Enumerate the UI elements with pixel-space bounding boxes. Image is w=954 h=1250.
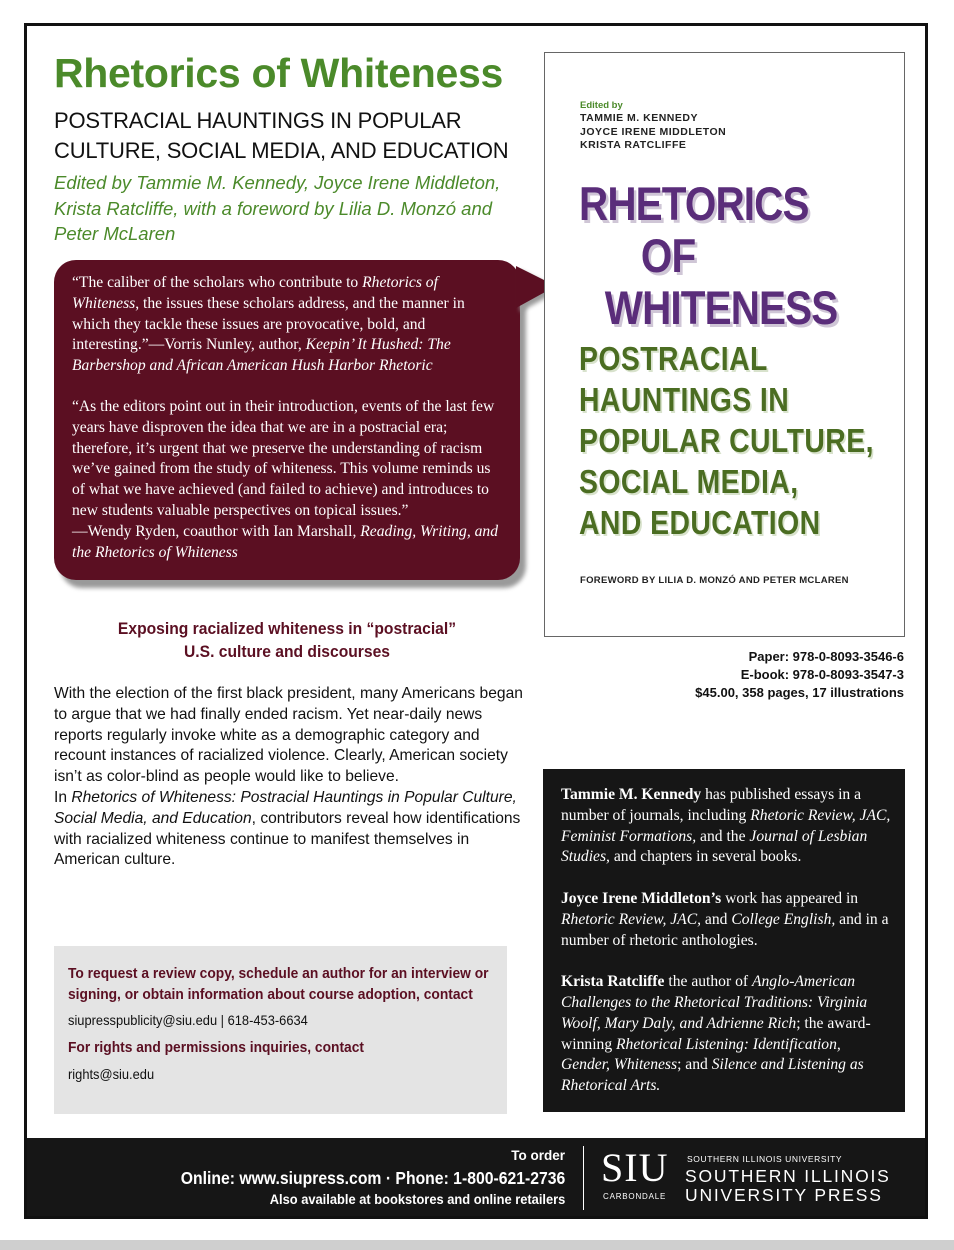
order-retail: Also available at bookstores and online retailers [269,1191,565,1207]
bio-title: Journal of Lesbian Studies, [561,827,868,866]
page-bottom-edge [0,1240,954,1250]
description-text: In [54,788,72,806]
praise-quotes-box [54,260,520,580]
siu-logo-subtext: CARBONDALE [603,1192,667,1201]
cover-title-line: RHETORICS [579,177,809,230]
editors-line: Edited by Tammie M. Kennedy, Joyce Irene Middleton, [54,172,501,193]
footer-divider [583,1146,584,1210]
isbn-paper: Paper: 978-0-8093-3546-6 [748,649,904,664]
review-request-heading: To request a review copy, schedule an author for an interview or signing, or obtain information about course adoption, contact [68,965,489,1003]
rights-email[interactable]: rights@siu.edu [68,1065,155,1082]
order-online-phone[interactable]: Online: www.siupress.com · Phone: 1-800-621-2736 [180,1168,565,1188]
bio-text: and chapters in several books. [609,848,802,866]
tagline-line: U.S. culture and discourses [184,642,390,661]
cover-subtitle-line: POPULAR CULTURE, [579,422,874,459]
quote-text: , the issues these scholars address, and the manner in which they tackle these issues are provocative, bold, and interesting.”—Vorris Nunley, author, [72,294,465,354]
praise-quote-2 [72,397,504,563]
praise-quote-1 [72,273,504,377]
book-description [54,684,524,871]
quote-text: “As the editors point out in their introduction, events of the last few years have disproven the idea that we are in a postracial era; therefore, it’s urgent that we preserve the understanding of racism we’ve gained from the study of whiteness. This volume reminds us of what we have achieved (and failed to achieve) and introduces to new students valuable perspectives on topical issues.” [72,397,495,519]
bio-title: Rhetorical Listening: Identification, Gender, Whiteness [561,1035,841,1074]
cover-subtitle-line: HAUNTINGS IN [579,381,790,418]
cover-subtitle-line: SOCIAL MEDIA, [579,463,799,500]
cover-subtitle [579,338,889,543]
order-label: To order [511,1148,565,1163]
subtitle [54,106,524,166]
description-paragraph: With the election of the first black president, many Americans began to argue that we had finally ended racism. Yet near-daily news reports regularly invoke white as a demographic category and recount instances of racialized violence. Clearly, American society isn’t as color-blind as people would like to believe. [54,685,523,786]
bio-title: Anglo-American Challenges to the Rhetorical Traditions: Virginia Woolf, Mary Daly, and Adrienne Rich [561,973,868,1032]
bio-text: has published essays in a number of journals, including [561,786,862,824]
quote-book-title: Reading, Writing, and the Rhetorics of Whiteness [72,522,499,561]
bio-title: College English, [731,910,836,928]
tagline-line: Exposing racialized whiteness in “postracial” [117,619,457,638]
bio-text: ; and [677,1056,712,1074]
bio-ratcliffe [561,972,891,1097]
bio-name: Joyce Irene Middleton’s [561,889,722,907]
page-title: Rhetorics of Whiteness [54,50,504,96]
bio-text: and in a number of rhetoric anthologies. [561,910,889,949]
cover-edited-label: Edited by [580,100,623,111]
contact-box [54,946,507,1114]
editors-line: Peter McLaren [54,223,176,244]
editors-line: Krista Ratcliffe, with a foreword by Lilia D. Monzó and [54,197,493,219]
editor-bios-box [543,769,905,1112]
bio-kennedy [561,785,891,868]
price-details: $45.00, 358 pages, 17 illustrations [695,685,904,700]
subtitle-line: CULTURE, SOCIAL MEDIA, AND EDUCATION [54,138,509,163]
isbn-ebook: E-book: 978-0-8093-3547-3 [740,667,904,682]
bio-title: Rhetoric Review, JAC, Feminist Formations, [561,806,891,845]
quote-text: —Wendy Ryden, coauthor with Ian Marshall, [72,522,361,540]
cover-editor: KRISTA RATCLIFFE [580,139,687,151]
description-text: , contributors reveal how identifications with racialized whiteness continue to manifest themselves in American culture. [54,809,521,869]
isbn-info [604,648,904,702]
book-cover [544,52,905,637]
press-name [685,1167,891,1205]
bio-name: Krista Ratcliffe [561,973,665,991]
cover-foreword: FOREWORD BY LILIA D. MONZÓ AND PETER MCLAREN [580,575,849,586]
cover-title [579,178,837,334]
description-book-title: Rhetorics of Whiteness: Postracial Hauntings in Popular Culture, Social Media, and Education [54,788,517,827]
cover-editors [580,112,726,153]
bio-title: Rhetoric Review, JAC, [561,910,702,928]
order-footer [27,1138,925,1216]
bio-title: Silence and Listening as Rhetorical Arts. [561,1056,864,1095]
press-name-line: SOUTHERN ILLINOIS [685,1166,891,1186]
editors-credit [54,170,524,247]
bio-text: and [701,910,732,928]
cover-editor: JOYCE IRENE MIDDLETON [580,125,727,138]
press-university-label: SOUTHERN ILLINOIS UNIVERSITY [687,1154,843,1164]
bio-text: work has appeared in [721,889,859,907]
tagline [73,617,502,663]
bio-text: the author of [664,973,752,991]
press-name-line: UNIVERSITY PRESS [685,1185,883,1205]
quote-book-title: Rhetorics of Whiteness [72,274,438,312]
cover-subtitle-line: AND EDUCATION [579,504,821,541]
bio-text: ; the award-winning [561,1014,871,1053]
siu-logo: SIU [601,1145,669,1190]
bio-middleton [561,889,891,951]
publicity-contact[interactable]: siupresspublicity@siu.edu | 618-453-6634 [68,1012,308,1028]
cover-title-line: WHITENESS [604,281,838,334]
subtitle-line: POSTRACIAL HAUNTINGS IN POPULAR [54,108,462,133]
rights-heading: For rights and permissions inquiries, contact [68,1039,364,1056]
quote-book-title: Keepin’ It Hushed: The Barbershop and African American Hush Harbor Rhetoric [72,336,451,375]
cover-title-line: OF [640,229,696,282]
cover-subtitle-line: POSTRACIAL [579,340,768,377]
bio-name: Tammie M. Kennedy [561,786,702,803]
quote-text: “The caliber of the scholars who contribute to [72,274,363,291]
cover-editor: TAMMIE M. KENNEDY [580,112,698,124]
bio-text: and the [696,827,750,845]
